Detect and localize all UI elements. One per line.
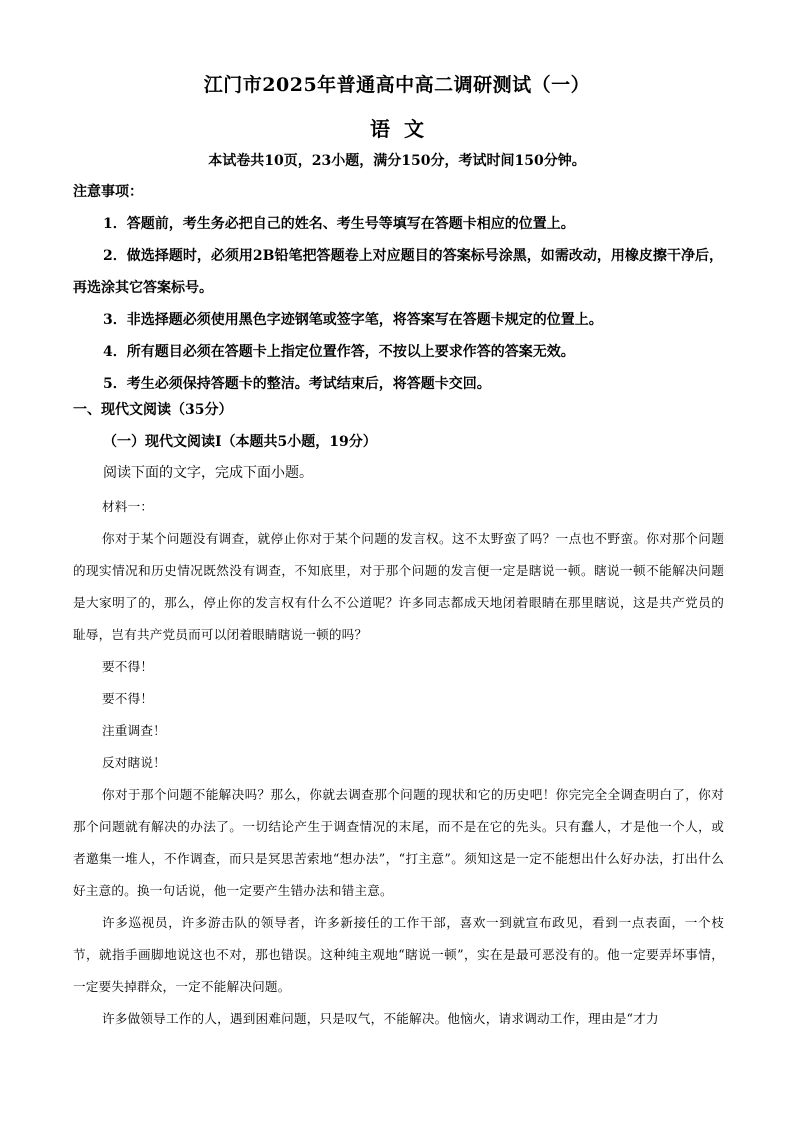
reading-passage (73, 491, 724, 1035)
exam-title: 江门市2025年普通高中高二调研测试（一） (203, 74, 591, 96)
passage-paragraph: 要不得！ (102, 691, 154, 706)
subject-title: 语文 (370, 117, 438, 141)
passage-paragraph: 你对于某个问题没有调查，就停止你对于某个问题的发言权。这不太野蛮了吗？一点也不野蛮。你对那个问题的现实情况和历史情况既然没有调查，不知底里，对于那个问题的发言便一定是瞎说一顿。瞎说一顿不能解决问题是大家明了的，那么，停止你的发言权有什么不公道呢？许多同志都成天地闭着眼睛在那里瞎说，这是共产党员的耻辱，岂有共产党员而可以闭着眼睛瞎说一顿的吗？ (73, 531, 724, 642)
notice-item: 3．非选择题必须使用黑色字迹钢笔或签字笔，将答案写在答题卡规定的位置上。 (103, 312, 603, 328)
notice-heading: 注意事项： (73, 184, 143, 200)
exam-info: 本试卷共10页，23小题，满分150分，考试时间150分钟。 (208, 153, 586, 169)
notice-list (73, 208, 723, 400)
passage-paragraph: 反对瞎说！ (102, 755, 166, 770)
notice-item: 1．答题前，考生务必把自己的姓名、考生号等填写在答题卡相应的位置上。 (103, 216, 575, 232)
passage-paragraph: 材料一： (102, 499, 154, 514)
notice-item: 5．考生必须保持答题卡的整洁。考试结束后，将答题卡交回。 (103, 376, 491, 392)
notice-item: 2．做选择题时，必须用2B铅笔把答题卷上对应题目的答案标号涂黑，如需改动，用橡皮擦干净后，再选涂其它答案标号。 (73, 248, 723, 296)
passage-paragraph: 注重调查！ (102, 723, 166, 738)
passage-paragraph: 许多巡视员，许多游击队的领导者，许多新接任的工作干部，喜欢一到就宣布政见，看到一点表面，一个枝节，就指手画脚地说这也不对，那也错误。这种纯主观地“瞎说一顿”，实在是最可恶没有的。他一定要弄坏事情，一定要失掉群众，一定不能解决问题。 (73, 915, 724, 994)
reading-instruction: 阅读下面的文字，完成下面小题。 (103, 465, 313, 481)
subsection-heading: （一）现代文阅读Ⅰ（本题共5小题，19分） (103, 434, 377, 450)
notice-item: 4．所有题目必须在答题卡上指定位置作答，不按以上要求作答的答案无效。 (103, 344, 575, 360)
passage-paragraph: 你对于那个问题不能解决吗？那么，你就去调查那个问题的现状和它的历史吧！你完完全全调查明白了，你对那个问题就有解决的办法了。一切结论产生于调查情况的末尾，而不是在它的先头。只有蠢人，才是他一个人，或者邀集一堆人，不作调查，而只是冥思苦索地“想办法”，“打主意”。须知这是一定不能想出什么好办法，打出什么好主意的。换一句话说，他一定要产生错办法和错主意。 (73, 787, 724, 898)
passage-paragraph: 许多做领导工作的人，遇到困难问题，只是叹气，不能解决。他恼火，请求调动工作，理由是“才力 (102, 1011, 659, 1026)
passage-paragraph: 要不得！ (102, 659, 154, 674)
section-heading: 一、现代文阅读（35分） (73, 402, 233, 418)
